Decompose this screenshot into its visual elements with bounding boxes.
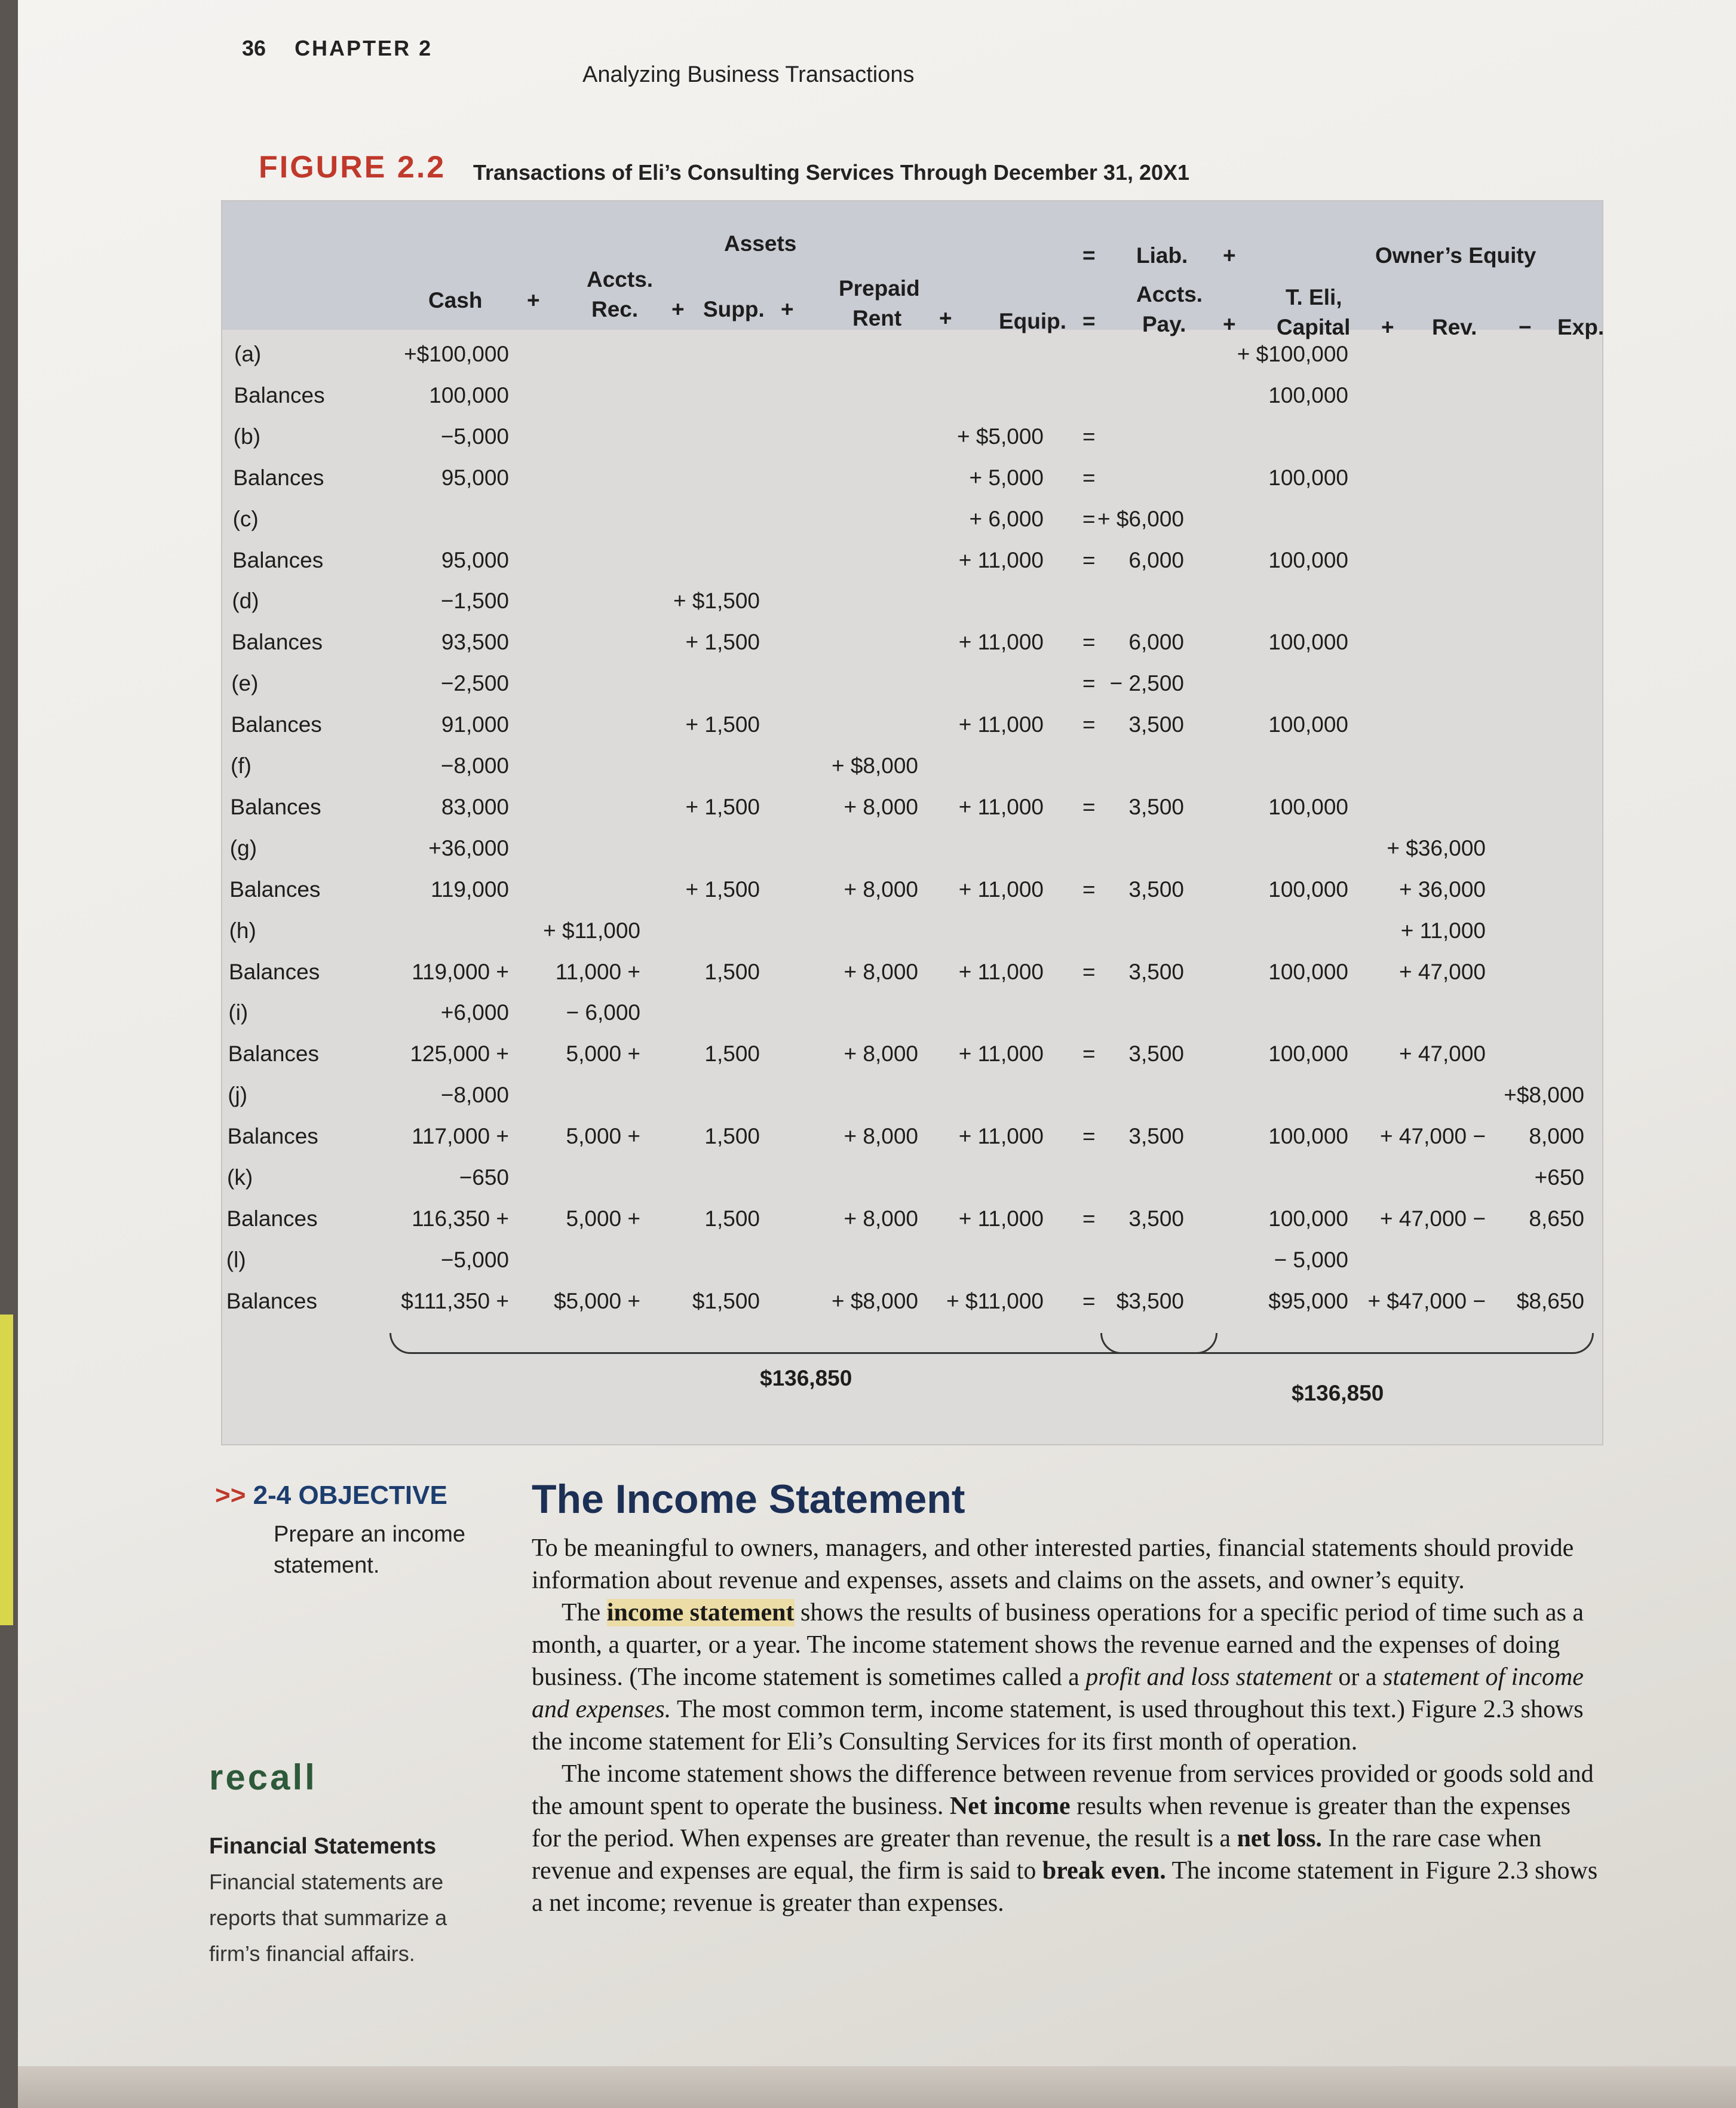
equals-sign: = — [1082, 309, 1096, 333]
text-run: or a — [1332, 1663, 1384, 1691]
cell-ap: − 2,500 — [1109, 671, 1184, 696]
cell-ar: + $11,000 — [543, 918, 640, 943]
plus-sign: + — [671, 297, 685, 321]
cell-supp: + 1,500 — [685, 877, 760, 902]
cell-capital: 100,000 — [1268, 630, 1348, 655]
cell-capital: $95,000 — [1268, 1288, 1348, 1313]
cell-capital: 100,000 — [1268, 877, 1348, 902]
cell-cash: +$100,000 — [404, 342, 509, 366]
section-body — [532, 1532, 1601, 1919]
chapter-label: CHAPTER 2 — [295, 36, 433, 60]
transaction-label: (l) — [226, 1247, 246, 1272]
plus-sign: + — [1223, 312, 1236, 336]
cell-ar: − 6,000 — [566, 1000, 640, 1025]
cell-capital: + $100,000 — [1237, 342, 1348, 366]
recall-label: recall — [209, 1757, 317, 1797]
cell-ap: 3,500 — [1128, 1124, 1184, 1149]
cell-prepaid: + 8,000 — [844, 1041, 918, 1067]
col-prepaid-rent: Rent — [852, 306, 902, 330]
minus-sign: − — [1519, 315, 1532, 339]
cell-prepaid: + 8,000 — [844, 877, 918, 902]
plus-sign: + — [1223, 243, 1236, 268]
owners-equity-group-header: Owner’s Equity — [1375, 243, 1536, 268]
cell-rev: + 11,000 — [1400, 918, 1486, 943]
key-term-net-loss: net loss. — [1237, 1825, 1322, 1852]
balances-label: Balances — [231, 712, 322, 737]
plus-sign: + — [1381, 315, 1394, 339]
balances-label: Balances — [226, 1206, 318, 1231]
balances-label: Balances — [234, 382, 325, 407]
cell-cash: 116,350 + — [412, 1206, 509, 1231]
equals-sign: = — [1082, 712, 1096, 737]
cell-supp: $1,500 — [692, 1288, 760, 1313]
cell-cash: 125,000 + — [410, 1041, 509, 1067]
balances-label: Balances — [226, 1288, 318, 1313]
sticky-note-edge — [0, 1315, 13, 1625]
balances-label: Balances — [228, 1041, 320, 1067]
cell-cash: 119,000 + — [412, 959, 509, 984]
cell-rev: + $47,000 − — [1367, 1288, 1486, 1313]
cell-capital: 100,000 — [1268, 547, 1348, 572]
cell-supp: + 1,500 — [685, 712, 760, 737]
cell-rev: + 47,000 − — [1380, 1206, 1486, 1231]
equals-sign: = — [1082, 630, 1096, 655]
balances-label: Balances — [230, 794, 321, 819]
key-term-break-even: break even. — [1042, 1857, 1166, 1885]
recall-sidebar — [209, 1757, 490, 1972]
text-run: The — [562, 1599, 607, 1626]
text-run: shows the results of business operations for a specific period of time such as a month, a quarter, or a year. The income statement shows the revenue earned and the expenses of doing business. (The income statement is sometimes called a — [532, 1599, 1584, 1691]
equals-sign: = — [1082, 1124, 1096, 1149]
plus-sign: + — [527, 288, 540, 312]
cell-ar: 11,000 + — [555, 959, 640, 984]
balances-label: Balances — [229, 959, 320, 984]
cell-ar: 5,000 + — [566, 1041, 640, 1067]
cell-exp: $8,650 — [1516, 1288, 1584, 1313]
transaction-label: (b) — [233, 424, 261, 449]
cell-rev: + 47,000 — [1398, 959, 1486, 984]
cell-equip: + 11,000 — [958, 630, 1044, 655]
cell-equip: + 11,000 — [958, 877, 1044, 902]
cell-prepaid: + 8,000 — [844, 794, 918, 819]
cell-cash: −5,000 — [440, 1247, 509, 1272]
text-run: In the rare case when revenue and expenses are equal, the firm is said to — [532, 1825, 1542, 1885]
cell-cash: +6,000 — [440, 1000, 509, 1025]
transaction-label: (c) — [232, 506, 259, 531]
total-assets: $136,850 — [760, 1366, 852, 1391]
cell-cash: 117,000 + — [412, 1124, 509, 1149]
cell-cash: $111,350 + — [401, 1288, 509, 1313]
transaction-label: (h) — [229, 918, 256, 943]
cell-equip: + $5,000 — [956, 424, 1044, 449]
equals-sign: = — [1082, 794, 1096, 819]
cell-ap: 6,000 — [1128, 547, 1184, 572]
cell-equip: + 6,000 — [969, 506, 1044, 531]
learning-objective — [215, 1481, 490, 1581]
italic-term: profit and loss statement — [1085, 1663, 1332, 1691]
objective-arrows-icon: >> — [215, 1481, 246, 1510]
equals-sign: = — [1082, 506, 1096, 531]
page-number: 36 — [242, 36, 266, 60]
running-header — [242, 36, 915, 87]
paragraph-3 — [532, 1758, 1601, 1919]
balances-label: Balances — [229, 877, 321, 902]
cell-equip: + 5,000 — [969, 465, 1044, 490]
col-cash: Cash — [428, 288, 483, 312]
equals-sign: = — [1082, 424, 1096, 449]
cell-capital: 100,000 — [1268, 1206, 1348, 1231]
objective-text: Prepare an income statement. — [274, 1522, 466, 1578]
col-accts-pay: Pay. — [1142, 312, 1186, 336]
cell-supp: 1,500 — [704, 959, 760, 984]
cell-capital: 100,000 — [1268, 1041, 1348, 1067]
balances-label: Balances — [233, 465, 324, 490]
cell-ap: 3,500 — [1128, 794, 1184, 819]
cell-cash: 100,000 — [429, 382, 509, 407]
equals-sign: = — [1082, 959, 1096, 984]
text-run: The income statement in Figure 2.3 shows a net income; revenue is greater than expenses. — [532, 1857, 1598, 1917]
transaction-label: (i) — [228, 1000, 249, 1025]
key-term-income-statement: income statement — [606, 1599, 795, 1626]
equals-sign: = — [1082, 1041, 1096, 1067]
transaction-label: (g) — [229, 835, 257, 860]
cell-exp: 8,650 — [1529, 1206, 1584, 1231]
cell-cash: 91,000 — [441, 712, 509, 737]
recall-text: Financial statements are reports that summarize a firm’s financial affairs. — [209, 1870, 447, 1966]
equals-sign: = — [1082, 1206, 1096, 1231]
text-run: The most common term, income statement, is used throughout this text.) Figure 2.3 shows the income statement for Eli’s Consulting Services for its first month of operation. — [532, 1696, 1584, 1755]
italic-term: statement of income and expenses. — [532, 1663, 1584, 1723]
cell-supp: + 1,500 — [685, 794, 760, 819]
cell-equip: + 11,000 — [958, 1124, 1044, 1149]
cell-equip: + 11,000 — [958, 1206, 1044, 1231]
cell-ap: $3,500 — [1116, 1288, 1184, 1313]
claims-brace — [1100, 1333, 1594, 1354]
cell-ap: 3,500 — [1128, 877, 1184, 902]
income-statement-section — [532, 1476, 1601, 1919]
cell-ap: + $6,000 — [1097, 506, 1184, 531]
objective-number: 2-4 OBJECTIVE — [253, 1481, 447, 1510]
col-prepaid-rent: Prepaid — [839, 276, 920, 301]
liabilities-group-header: Liab. — [1136, 243, 1188, 268]
objective-title — [215, 1481, 490, 1510]
transaction-label: (a) — [234, 342, 262, 366]
col-revenue: Rev. — [1432, 315, 1477, 339]
cell-cash: 95,000 — [441, 547, 509, 572]
cell-ar: 5,000 + — [566, 1206, 640, 1231]
cell-cash: −1,500 — [440, 589, 509, 614]
key-term-net-income: Net income — [949, 1793, 1071, 1820]
cell-exp: +$8,000 — [1504, 1083, 1584, 1108]
cell-ar: 5,000 + — [566, 1124, 640, 1149]
cell-cash: −8,000 — [440, 1083, 509, 1108]
cell-equip: + 11,000 — [958, 959, 1044, 984]
col-capital: T. Eli, — [1286, 285, 1342, 310]
cell-ap: 3,500 — [1128, 1206, 1184, 1231]
cell-supp: + 1,500 — [685, 630, 760, 655]
cell-capital: 100,000 — [1268, 382, 1348, 407]
cell-prepaid: + $8,000 — [831, 1288, 918, 1313]
cell-ap: 3,500 — [1128, 1041, 1184, 1067]
cell-rev: + 47,000 − — [1380, 1124, 1486, 1149]
equals-sign: = — [1082, 243, 1096, 268]
cell-equip: + 11,000 — [958, 794, 1044, 819]
cell-rev: + 36,000 — [1398, 877, 1486, 902]
cell-cash: 93,500 — [441, 630, 509, 655]
assets-group-header: Assets — [724, 231, 797, 256]
cell-ap: 3,500 — [1128, 959, 1184, 984]
cell-ar: $5,000 + — [553, 1288, 640, 1313]
cell-ap: 6,000 — [1128, 630, 1184, 655]
cell-capital: 100,000 — [1268, 712, 1348, 737]
paragraph-2 — [532, 1597, 1601, 1758]
cell-capital: 100,000 — [1268, 1124, 1348, 1149]
balances-label: Balances — [232, 547, 324, 572]
col-equipment: Equip. — [999, 309, 1067, 333]
cell-cash: 83,000 — [441, 794, 509, 819]
cell-rev: + 47,000 — [1398, 1041, 1486, 1067]
cell-equip: + 11,000 — [958, 712, 1044, 737]
cell-capital: 100,000 — [1268, 794, 1348, 819]
cell-cash: −2,500 — [440, 671, 509, 696]
cell-supp: + $1,500 — [673, 589, 760, 614]
cell-equip: + 11,000 — [958, 547, 1044, 572]
plus-sign: + — [781, 297, 794, 321]
cell-cash: −650 — [459, 1165, 509, 1190]
transaction-label: (d) — [232, 589, 259, 614]
transaction-label: (k) — [227, 1165, 253, 1190]
cell-rev: + $36,000 — [1387, 835, 1486, 860]
equals-sign: = — [1082, 1288, 1096, 1313]
cell-capital: − 5,000 — [1274, 1247, 1348, 1272]
equals-sign: = — [1082, 877, 1096, 902]
col-capital: Capital — [1277, 315, 1351, 339]
cell-capital: 100,000 — [1268, 465, 1348, 490]
plus-sign: + — [939, 306, 952, 330]
cell-supp: 1,500 — [704, 1124, 760, 1149]
text-run: results when revenue is greater than the expenses for the period. When expenses are greater than revenue, the result is a — [532, 1793, 1571, 1852]
textbook-page — [18, 0, 1736, 2108]
balances-label: Balances — [231, 630, 323, 655]
cell-prepaid: + 8,000 — [844, 959, 918, 984]
balances-label: Balances — [227, 1124, 318, 1149]
transaction-label: (e) — [231, 671, 259, 696]
figure-title: Transactions of Eli’s Consulting Services Through December 31, 20X1 — [473, 160, 1190, 185]
equals-sign: = — [1082, 465, 1096, 490]
chapter-topic: Analyzing Business Transactions — [582, 62, 915, 87]
cell-exp: 8,000 — [1529, 1124, 1584, 1149]
col-supplies: Supp. — [703, 297, 765, 321]
total-claims: $136,850 — [1292, 1381, 1384, 1406]
cell-prepaid: + 8,000 — [844, 1124, 918, 1149]
cell-cash: +36,000 — [428, 835, 509, 860]
cell-capital: 100,000 — [1268, 959, 1348, 984]
cell-supp: 1,500 — [704, 1041, 760, 1067]
cell-equip: + $11,000 — [946, 1288, 1044, 1313]
cell-prepaid: + $8,000 — [831, 753, 918, 778]
equals-sign: = — [1082, 547, 1096, 572]
transactions-table — [221, 200, 1603, 1445]
cell-exp: +650 — [1534, 1165, 1584, 1190]
col-accts-pay: Accts. — [1136, 282, 1203, 307]
assets-brace — [389, 1333, 1217, 1354]
cell-supp: 1,500 — [704, 1206, 760, 1231]
text-run: The income statement shows the difference between revenue from services provided or goods sold and the amount spent to operate the business. — [532, 1760, 1594, 1820]
recall-heading: Financial Statements — [209, 1834, 437, 1859]
transaction-label: (f) — [231, 753, 251, 778]
paragraph-1: To be meaningful to owners, managers, and other interested parties, financial statements should provide information about revenue and expenses, assets and claims on the assets, and owner’s equity. — [532, 1534, 1574, 1594]
equals-sign: = — [1082, 671, 1096, 696]
figure-label: FIGURE 2.2 — [259, 150, 446, 185]
transaction-label: (j) — [228, 1083, 248, 1108]
cell-cash: 119,000 — [431, 877, 509, 902]
cell-ap: 3,500 — [1128, 712, 1184, 737]
col-expenses: Exp. — [1557, 315, 1605, 339]
cell-prepaid: + 8,000 — [844, 1206, 918, 1231]
cell-cash: 95,000 — [441, 465, 509, 490]
cell-cash: −8,000 — [440, 753, 509, 778]
cell-cash: −5,000 — [440, 424, 509, 449]
cell-equip: + 11,000 — [958, 1041, 1044, 1067]
section-title: The Income Statement — [532, 1476, 965, 1522]
col-accts-rec: Accts. — [587, 267, 654, 292]
col-accts-rec: Rec. — [591, 297, 639, 321]
page-bottom-edge — [18, 2066, 1736, 2108]
